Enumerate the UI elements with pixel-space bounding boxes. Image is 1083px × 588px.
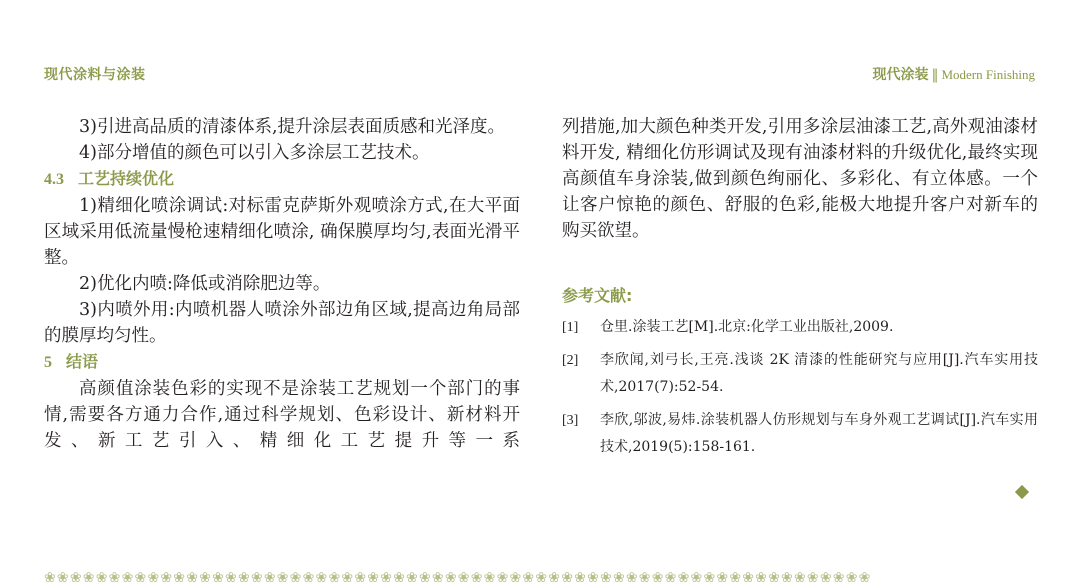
paragraph-continued: 列措施,加大颜色种类开发,引用多涂层油漆工艺,高外观油漆材料开发, 精细化仿形调试及现有油漆材料的升级优化,最终实现高颜值车身涂装,做到颜色绚丽化、多彩化、有立体感。一个让客户惊艳的颜色、舒服的色彩,能极大地提升客户对新车的购买欲望。 xyxy=(562,117,1038,241)
reference-text: 李欣,邬波,易炜.涂装机器人仿形规划与车身外观工艺调试[J].汽车实用技术,2019(5):158-161. xyxy=(600,412,1038,455)
reference-item xyxy=(562,347,1038,401)
journal-title-right xyxy=(872,64,1035,84)
header-separator: ‖ xyxy=(931,67,939,83)
journal-title-left: 现代涂料与涂装 xyxy=(44,67,146,83)
journal-title-right-cn: 现代涂装 xyxy=(872,67,929,83)
paragraph: 2)优化内喷:降低或消除肥边等。 xyxy=(79,274,331,294)
section-title: 结语 xyxy=(66,352,99,371)
references-heading: 参考文献: xyxy=(562,286,633,305)
section-number: 4.3 xyxy=(44,171,64,188)
reference-text: 李欣闻,刘弓长,王亮.浅谈 2K 清漆的性能研究与应用[J].汽车实用技术,2017(7):52-54. xyxy=(600,352,1038,395)
paragraph: 1)精细化喷涂调试:对标雷克萨斯外观喷涂方式,在大平面区域采用低流量慢枪速精细化喷涂, 确保膜厚均匀,表面光滑平整。 xyxy=(44,196,520,268)
reference-index: [2] xyxy=(562,353,579,368)
left-column xyxy=(44,114,520,454)
paragraph: 高颜值涂装色彩的实现不是涂装工艺规划一个部门的事情,需要各方通力合作,通过科学规划、色彩设计、新材料开发、新工艺引入、精细化工艺提升等一系 xyxy=(44,379,520,451)
reference-index: [1] xyxy=(562,320,579,335)
section-heading-4-3 xyxy=(44,166,520,193)
paragraph: 3)引进高品质的清漆体系,提升涂层表面质感和光泽度。 xyxy=(79,117,506,137)
reference-item xyxy=(562,314,1038,341)
section-title: 工艺持续优化 xyxy=(78,169,175,188)
paragraph: 3)内喷外用:内喷机器人喷涂外部边角区域,提高边角局部的膜厚均匀性。 xyxy=(44,300,520,346)
decorative-flower-border: ❀❀❀❀❀❀❀❀❀❀❀❀❀❀❀❀❀❀❀❀❀❀❀❀❀❀❀❀❀❀❀❀❀❀❀❀❀❀❀❀❀❀❀❀❀❀❀❀❀❀❀❀❀❀❀❀❀❀❀❀❀❀❀❀ xyxy=(44,570,872,586)
section-heading-5 xyxy=(44,349,520,376)
reference-text: 仓里.涂装工艺[M].北京:化学工业出版社,2009. xyxy=(600,319,894,335)
section-number: 5 xyxy=(44,354,52,371)
right-column xyxy=(562,114,1038,461)
paragraph: 4)部分增值的颜色可以引入多涂层工艺技术。 xyxy=(79,143,430,163)
article-end-diamond-icon xyxy=(1015,485,1029,499)
reference-item xyxy=(562,407,1038,461)
reference-index: [3] xyxy=(562,413,579,428)
journal-title-right-en: Modern Finishing xyxy=(941,67,1035,82)
